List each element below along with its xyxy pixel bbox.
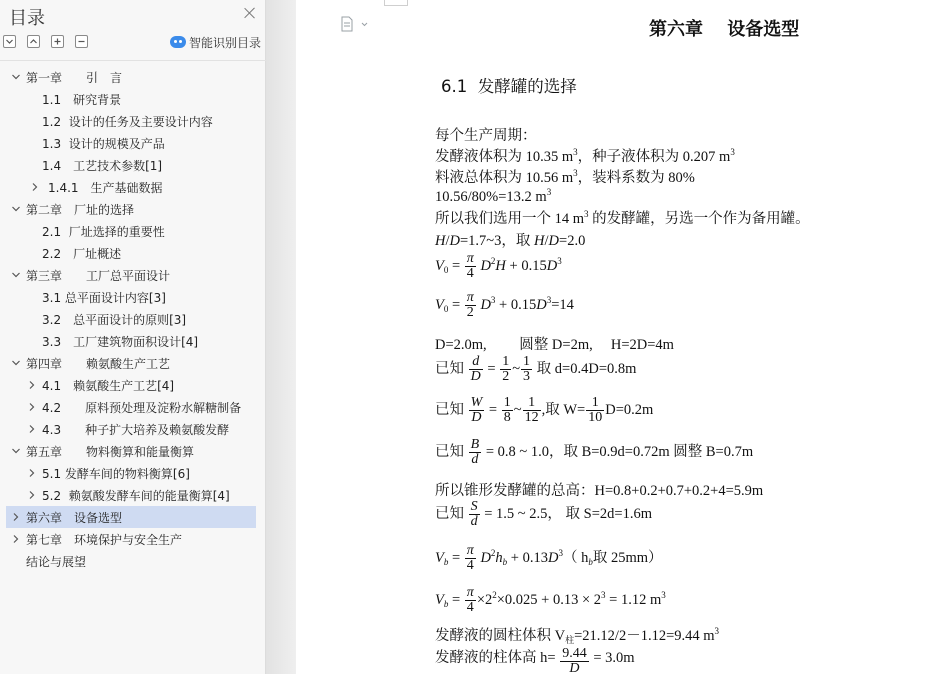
toc-item-label: 3.2 总平面设计的原则[3] bbox=[42, 313, 187, 327]
toc-item[interactable] bbox=[6, 352, 256, 374]
toc-item-label: 第一章 引 言 bbox=[26, 71, 123, 85]
chevron-down-icon[interactable] bbox=[11, 270, 21, 280]
toc-item-label: 1.4.1 生产基础数据 bbox=[48, 181, 163, 195]
toc-item-label: 4.1 赖氨酸生产工艺[4] bbox=[42, 379, 175, 393]
toc-item[interactable] bbox=[6, 264, 256, 286]
toc-item-label: 5.1 发酵车间的物料衡算[6] bbox=[42, 467, 190, 481]
toc-item[interactable] bbox=[6, 110, 256, 132]
toc-item[interactable] bbox=[6, 286, 256, 308]
chevron-right-icon[interactable] bbox=[27, 468, 37, 478]
toc-item[interactable] bbox=[6, 66, 256, 88]
smart-toc-label: 智能识别目录 bbox=[189, 35, 262, 50]
toc-item[interactable] bbox=[6, 88, 256, 110]
toc-item-label: 5.2 赖氨酸发酵车间的能量衡算[4] bbox=[42, 489, 230, 503]
collapse-all-icon[interactable] bbox=[27, 35, 40, 48]
toc-item-label: 1.4 工艺技术参数[1] bbox=[42, 159, 163, 173]
doc-line: 已知 $\frac{S}{d}$ = 1.5 ~ 2.5， 取 S=2d=1.6m bbox=[435, 499, 652, 529]
smart-toc-button[interactable] bbox=[170, 33, 261, 51]
doc-line: 发酵液的圆柱体积 $V_柱=21.12/2-1.12=9.44$ $m^3$ bbox=[435, 626, 720, 645]
equation-vb-b: $V_b$ = $\frac{\pi}{4}$ $\times 2^2\times 0.025 + 0.13 \times 2^3 = 1.12$ $m^3$ bbox=[435, 585, 666, 615]
doc-line: 已知 $\frac{B}{d}$ = 0.8 ~ 1.0，取 B=0.9d=0.72m 圆整 B=0.7m bbox=[435, 437, 754, 467]
toc-item[interactable] bbox=[6, 528, 256, 550]
toc-item[interactable] bbox=[6, 242, 256, 264]
toc-item-label: 第二章 厂址的选择 bbox=[26, 203, 135, 217]
doc-line: H/D=1.7~3，取 H/D=2.0 bbox=[435, 233, 586, 249]
toc-item[interactable] bbox=[6, 220, 256, 242]
toc-item-label: 2.2 厂址概述 bbox=[42, 247, 122, 261]
toc-item[interactable] bbox=[6, 396, 256, 418]
chevron-down-icon[interactable] bbox=[11, 204, 21, 214]
toc-item[interactable] bbox=[6, 550, 256, 572]
doc-line: 所以我们选用一个 14 $m^3$ 的发酵罐，另选一个作为备用罐。 bbox=[435, 209, 810, 227]
toc-item[interactable] bbox=[6, 484, 256, 506]
chapter-title: 第六章 设备选型 bbox=[649, 19, 800, 40]
chevron-right-icon[interactable] bbox=[27, 490, 37, 500]
chevron-right-icon[interactable] bbox=[27, 402, 37, 412]
chevron-down-icon[interactable] bbox=[11, 446, 21, 456]
doc-line: 已知 $\frac{W}{D}$ = $\frac{1}{8}$ ~ $\frac{1}{12}$ ,取 W= $\frac{1}{10}$ D=0.2m bbox=[435, 395, 654, 425]
toc-item-label: 第七章 环境保护与安全生产 bbox=[26, 533, 183, 547]
toc-item-label: 第五章 物料衡算和能量衡算 bbox=[26, 445, 195, 459]
toc-item-label: 第六章 设备选型 bbox=[26, 511, 123, 525]
toc-item[interactable] bbox=[6, 176, 256, 198]
toc-item-label: 第四章 赖氨酸生产工艺 bbox=[26, 357, 171, 371]
toc-item-label: 1.2 设计的任务及主要设计内容 bbox=[42, 115, 213, 129]
toc-item-label: 1.1 研究背景 bbox=[42, 93, 122, 107]
sidebar-title: 目录 bbox=[9, 8, 45, 29]
ai-bot-icon bbox=[170, 36, 186, 48]
toc-item-label: 3.1 总平面设计内容[3] bbox=[42, 291, 166, 305]
toc-item[interactable] bbox=[6, 374, 256, 396]
doc-line: 料液总体积为 10.56 $m^3$，装料系数为 80% bbox=[435, 168, 695, 186]
chevron-right-icon[interactable] bbox=[11, 534, 21, 544]
page-shadow bbox=[266, 0, 296, 674]
chevron-down-icon[interactable] bbox=[11, 358, 21, 368]
doc-line: 发酵液体积为 10.35 $m^3$，种子液体积为 0.207 $m^3$ bbox=[435, 147, 735, 165]
toc-item[interactable] bbox=[6, 330, 256, 352]
chevron-right-icon[interactable] bbox=[27, 380, 37, 390]
page-corner-mark bbox=[384, 0, 408, 6]
doc-line: D=2.0m, 圆整 D=2m, H=2D=4m bbox=[435, 337, 674, 353]
toc-item[interactable] bbox=[6, 506, 256, 528]
doc-line: 每个生产周期： bbox=[435, 128, 537, 144]
toc-item-label: 结论与展望 bbox=[26, 555, 87, 569]
toc-item-label: 3.3 工厂建筑物面积设计[4] bbox=[42, 335, 199, 349]
toc-item[interactable] bbox=[6, 198, 256, 220]
sidebar-divider bbox=[0, 60, 266, 61]
toc-item[interactable] bbox=[6, 308, 256, 330]
toc-item-label: 2.1 厂址选择的重要性 bbox=[42, 225, 165, 239]
doc-line: 发酵液的柱体高 h= $\frac{9.44}{D}$ = 3.0m bbox=[435, 646, 635, 674]
document-icon[interactable] bbox=[340, 16, 370, 32]
toc-item[interactable] bbox=[6, 440, 256, 462]
chevron-right-icon[interactable] bbox=[27, 424, 37, 434]
toc-item-label: 4.2 原料预处理及淀粉水解糖制备 bbox=[42, 401, 242, 415]
toc-sidebar bbox=[0, 0, 266, 674]
toc-item[interactable] bbox=[6, 462, 256, 484]
expand-all-icon[interactable] bbox=[3, 35, 16, 48]
chevron-right-icon[interactable] bbox=[11, 512, 21, 522]
toc-item-label: 4.3 种子扩大培养及赖氨酸发酵 bbox=[42, 423, 230, 437]
chevron-right-icon[interactable] bbox=[30, 182, 40, 192]
equation-vb-a: $V_b$ = $\frac{\pi}{4}$ $D^2h_b + 0.13D^3$（ $h_b$取 25mm） bbox=[435, 543, 663, 573]
equation-v0-b: $V_0$ = $\frac{\pi}{2}$ $D^3 + 0.15D^3=14$ bbox=[435, 290, 574, 320]
add-heading-icon[interactable] bbox=[51, 35, 64, 48]
equation-v0-a: $V_0$ = $\frac{\pi}{4}$ $D^2H + 0.15D^3$ bbox=[435, 251, 562, 281]
chevron-down-icon[interactable] bbox=[11, 72, 21, 82]
toc-item-label: 1.3 设计的规模及产品 bbox=[42, 137, 165, 151]
doc-line: 所以锥形发酵罐的总高：H=0.8+0.2+0.7+0.2+4=5.9m bbox=[435, 483, 764, 499]
doc-line: 已知 $\frac{d}{D}$ = $\frac{1}{2}$ ~ $\frac{1}{3}$ 取 d=0.4D=0.8m bbox=[435, 354, 637, 384]
remove-heading-icon[interactable] bbox=[75, 35, 88, 48]
close-icon[interactable] bbox=[243, 6, 257, 20]
toc-item[interactable] bbox=[6, 132, 256, 154]
toc-item[interactable] bbox=[6, 154, 256, 176]
toc-item-label: 第三章 工厂总平面设计 bbox=[26, 269, 171, 283]
toc-item[interactable] bbox=[6, 418, 256, 440]
section-title: 6.1 发酵罐的选择 bbox=[441, 77, 577, 96]
doc-line: 10.56/80%=13.2 $m^3$ bbox=[435, 187, 552, 205]
